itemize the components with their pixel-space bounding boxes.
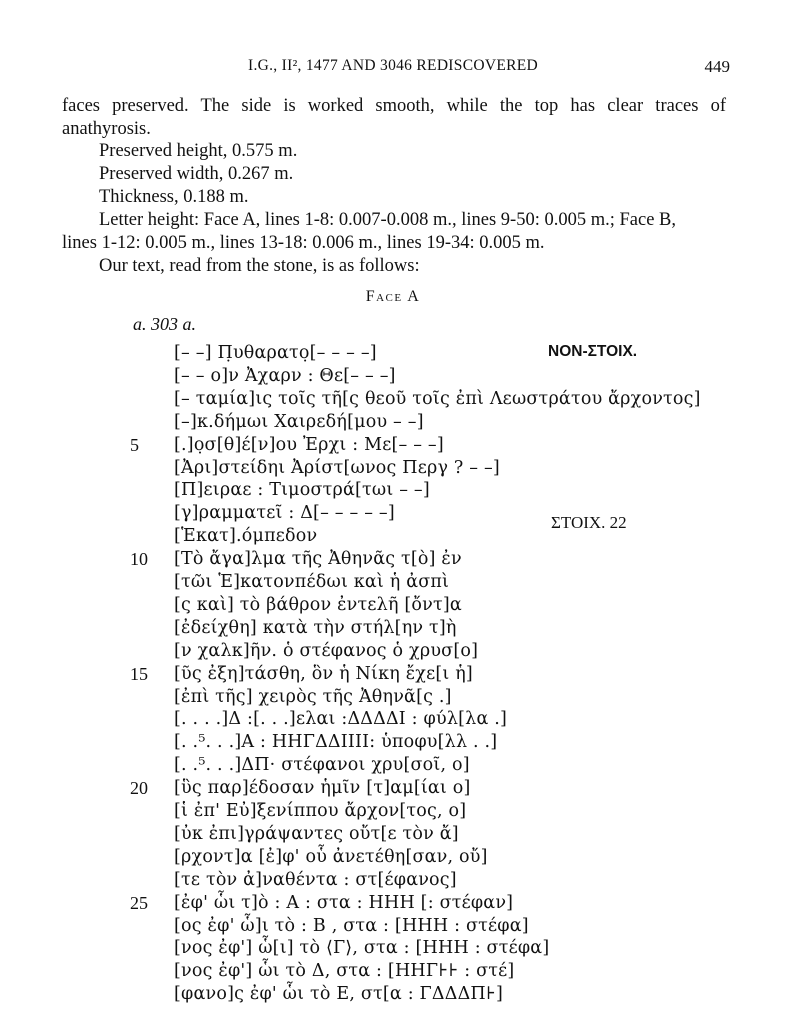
inscription-line: [τε τὸν ἀ]ναθέντα : στ[έφανος] <box>174 870 457 890</box>
intro-line-2: anathyrosis. <box>62 119 151 139</box>
inscription-line: [ἐπὶ τῆς] χειρὸς τῆς Ἀθηνᾶ[ς .] <box>174 687 452 707</box>
preserved-width: Preserved width, 0.267 m. <box>99 164 294 184</box>
stoich-label: ΣΤΟΙΧ. 22 <box>551 513 627 532</box>
inscription-line: [ἐδείχθη] κατὰ τὴν στήλ[ην τ]ὴ <box>174 618 457 638</box>
inscription-line: [ἐφ' ὧι τ]ὸ : Α : στα : ΗΗΗ [: στέφαν] <box>174 893 514 913</box>
preserved-height: Preserved height, 0.575 m. <box>99 141 298 161</box>
line-number: 5 <box>130 435 139 455</box>
inscription-line: [Π]ειραε : Τιμοστρά[τωι – –] <box>174 480 430 500</box>
inscription-line: [.]ο̣σ[θ]έ[ν]ου Ἐρχι : Με[– – –] <box>174 435 444 455</box>
inscription-line: [. . . .]Δ :[. . .]ελαι :ΔΔΔΔΙ : φύλ[λα .] <box>174 709 508 729</box>
text-intro: Our text, read from the stone, is as follows: <box>99 256 420 276</box>
inscription-line: [ς καὶ] τὸ βάθρον ἐντελῆ [ὄντ]α <box>174 595 462 615</box>
letter-height-line-2: lines 1-12: 0.005 m., lines 13-18: 0.006 m., lines 19-34: 0.005 m. <box>62 233 545 253</box>
page-number: 449 <box>704 57 730 76</box>
inscription-line: [ος ἐφ' ὧ]ι τὸ : Β , στα : [ΗΗΗ : στέφα] <box>174 916 529 936</box>
inscription-line: [– – ο]ν Ἀχαρν : Θε[– – –] <box>174 366 396 386</box>
inscription-line: [φανο]ς ἐφ' ὧι τὸ Ε, στ[α : ΓΔΔΔΠ⊦] <box>174 984 504 1004</box>
date-line: a. 303 a. <box>133 314 196 334</box>
running-header <box>0 57 786 81</box>
inscription-line: [γ]ραμματεῖ : Δ[– – – – –] <box>174 503 395 523</box>
inscription-line: [–]κ.δήμωι Χαιρεδή[μου – –] <box>174 412 424 432</box>
inscription-line: [. .⁵. . .]Α : ΗΗΓΔΔΙΙΙΙ: ὑποφυ[λλ . .] <box>174 732 498 752</box>
inscription-line: [ρχοντ]α [ἐ]φ' οὗ ἀνετέθη[σαν, οὔ] <box>174 847 488 867</box>
line-number: 15 <box>130 664 148 684</box>
inscription-line: [νος ἐφ'] ὧ[ι] τὸ ⟨Γ⟩, στα : [ΗΗΗ : στέφα] <box>174 938 550 958</box>
running-title: I.G., II², 1477 AND 3046 REDISCOVERED <box>247 57 538 74</box>
inscription-line: [Ἀρι]στείδηι Ἀρίστ[ωνος Περγ ? – –] <box>174 458 500 478</box>
intro-line-1: faces preserved. The side is worked smooth, while the top has clear traces of <box>62 96 726 116</box>
inscription-line: [– ταμία]ις τοῖς τῆ[ς θεοῦ τοῖς ἐπὶ Λεωστράτου ἄρχοντος] <box>174 389 701 409</box>
inscription-line: [ῦς ἐξη]τάσθη, ὃν ἡ Νίκη ἔχε[ι ἡ] <box>174 664 473 684</box>
inscription-line: [– –] Π̣υθαρατο̣[– – – –] <box>174 343 377 363</box>
inscription-line: [ὓς παρ]έδοσαν ἡμῖν [τ]αμ[ίαι ο] <box>174 778 471 798</box>
inscription-line: [Τὸ ἄγα]λμα τῆς Ἀθηνᾶς τ[ὸ] ἐν <box>174 549 462 569</box>
inscription-line: [ἱ ἐπ' Εὐ]ξενίππου ἄρχον[τος, ο] <box>174 801 467 821</box>
inscription-line: [. .⁵. . .]ΔΠ· στέφανοι χρυ[σοῖ, ο] <box>174 755 470 775</box>
inscription-line: [Ἑκατ].όμπεδον <box>174 526 318 546</box>
inscription-line: [ν χαλκ]ῆν. ὁ στέφανος ὁ χρυσ[ο] <box>174 641 479 661</box>
inscription-line: [ὐκ ἐπι]γράψαντες οὔτ[ε τὸν ἄ] <box>174 824 459 844</box>
face-heading: Face A <box>365 288 421 305</box>
non-stoich-label: NON-ΣΤΟΙΧ. <box>548 343 638 360</box>
intro-paragraph <box>62 95 726 141</box>
line-number: 20 <box>130 778 148 798</box>
line-number: 25 <box>130 893 148 913</box>
inscription-line: [τῶι Ἑ]κατονπέδωι καὶ ἡ ἀσπὶ <box>174 572 450 592</box>
thickness: Thickness, 0.188 m. <box>99 187 249 207</box>
line-number: 10 <box>130 549 148 569</box>
letter-height-line-1: Letter height: Face A, lines 1-8: 0.007-0.008 m., lines 9-50: 0.005 m.; Face B, <box>99 210 677 230</box>
inscription-line: [νος ἐφ'] ὧι τὸ Δ, στα : [ΗΗΓ⊦⊦ : στέ] <box>174 961 515 981</box>
